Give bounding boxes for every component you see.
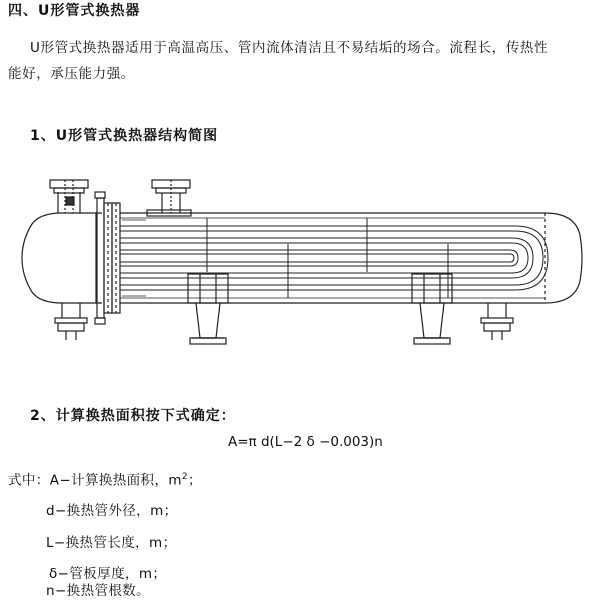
area-formula: A=π d(L−2 δ −0.003)n [228,434,383,450]
var-n: n−换热管根数。 [46,583,151,599]
shell-bottom-nozzle [481,303,513,340]
u-tubes [120,226,548,290]
var-d: d−换热管外径，m； [46,503,178,519]
shell-top-nozzle [147,180,191,216]
var-L: L−换热管长度，m； [46,535,177,551]
where-suffix: ； [188,472,202,489]
subsection-2-title: 2、计算换热面积按下式确定： [30,408,236,424]
section-title: 四、U形管式换热器 [8,3,141,19]
intro-line-1: U形管式换热器适用于高温高压、管内流体清洁且不易结垢的场合。流程长，传热性 [30,40,549,56]
where-line [8,473,202,488]
var-delta: δ−管板厚度，m； [49,566,167,582]
tubesheet-flanges [95,192,120,324]
where-prefix: 式中：A−计算换热面积，m [8,472,182,489]
left-head [22,180,102,340]
subsection-1-title: 1、U形管式换热器结构简图 [30,128,219,144]
where-sup: 2 [181,472,189,482]
intro-line-2: 能好，承压能力强。 [8,66,135,82]
